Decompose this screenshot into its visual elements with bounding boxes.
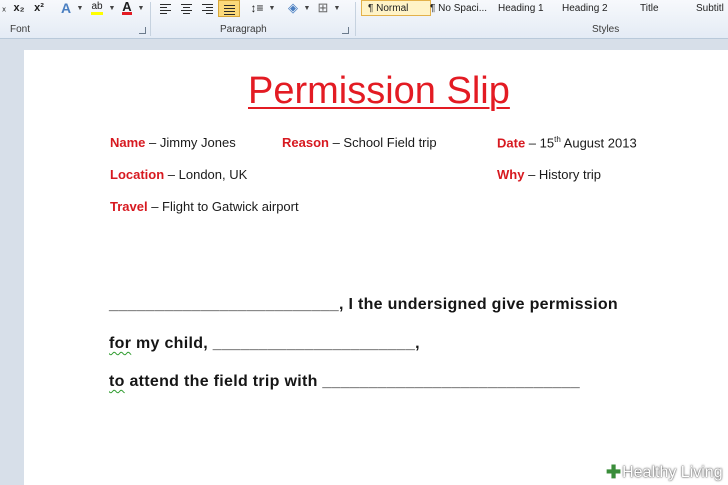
highlight-label: ab xyxy=(91,2,102,15)
group-divider xyxy=(355,2,356,36)
strikethrough-icon[interactable]: ₓ xyxy=(2,2,6,14)
field-date-value: – 15 xyxy=(525,135,555,151)
style-title[interactable]: Title xyxy=(640,2,659,14)
body-line-2-text: my child, ______________________, xyxy=(131,335,420,352)
field-name-value: – Jimmy Jones xyxy=(145,135,236,150)
field-location-label: Location xyxy=(110,167,165,182)
field-why-value: – History trip xyxy=(524,167,602,182)
paragraph-group-label: Paragraph xyxy=(220,24,267,35)
ribbon xyxy=(0,0,728,39)
field-travel-label: Travel xyxy=(110,199,148,214)
field-name xyxy=(110,135,236,150)
align-center-icon[interactable] xyxy=(178,0,194,16)
field-date-month-year: August 2013 xyxy=(560,135,637,151)
style-heading-1[interactable]: Heading 1 xyxy=(498,2,544,14)
field-location-value: – London, UK xyxy=(164,167,248,182)
watermark-logo xyxy=(606,462,723,483)
justify-icon[interactable] xyxy=(218,0,240,17)
chevron-down-icon[interactable]: ▼ xyxy=(76,4,84,12)
chevron-down-icon[interactable]: ▼ xyxy=(333,4,341,12)
field-date-ordinal: th xyxy=(554,135,561,144)
field-date-label: Date xyxy=(497,135,526,151)
shading-icon[interactable]: ◈ xyxy=(288,0,298,15)
grammar-flag-for[interactable]: for xyxy=(109,335,132,352)
field-name-label: Name xyxy=(110,135,146,150)
text-effects-icon[interactable]: A xyxy=(60,0,72,16)
style-subtitle[interactable]: Subtitl xyxy=(696,2,724,14)
field-date xyxy=(497,135,637,150)
field-reason-value: – School Field trip xyxy=(328,135,437,150)
grammar-flag-to[interactable]: to xyxy=(109,373,125,390)
document-page[interactable] xyxy=(24,50,728,485)
align-left-icon[interactable] xyxy=(157,0,173,16)
body-line-3 xyxy=(109,373,580,391)
font-color-label: A xyxy=(122,0,132,14)
watermark-text: Healthy Living xyxy=(622,463,723,481)
align-right-icon[interactable] xyxy=(199,0,215,16)
font-group-label: Font xyxy=(10,24,31,35)
field-travel xyxy=(110,199,299,214)
font-dialog-launcher-icon[interactable] xyxy=(139,27,146,34)
field-why-label: Why xyxy=(497,167,525,182)
chevron-down-icon[interactable]: ▼ xyxy=(137,4,145,12)
paragraph-dialog-launcher-icon[interactable] xyxy=(342,27,349,34)
field-why xyxy=(497,167,601,182)
subscript-icon[interactable]: x₂ xyxy=(13,2,25,14)
page-title: Permission Slip xyxy=(248,70,510,112)
body-line-1: _________________________, I the undersigned give permission xyxy=(109,296,618,313)
styles-group-label: Styles xyxy=(592,24,620,35)
field-location xyxy=(110,167,247,182)
body-line-3-text: attend the field trip with ____________________________ xyxy=(124,373,580,390)
field-reason-label: Reason xyxy=(282,135,329,150)
body-line-2 xyxy=(109,335,420,353)
field-travel-value: – Flight to Gatwick airport xyxy=(147,199,299,214)
field-reason xyxy=(282,135,437,150)
borders-icon[interactable]: ⊞ xyxy=(317,0,329,15)
style-no-spacing[interactable]: ¶ No Spaci... xyxy=(430,2,488,14)
chevron-down-icon[interactable]: ▼ xyxy=(268,4,276,12)
line-spacing-icon[interactable]: ↕≡ xyxy=(250,1,264,15)
highlight-color-icon[interactable] xyxy=(88,0,106,16)
font-color-icon[interactable] xyxy=(119,0,135,16)
chevron-down-icon[interactable]: ▼ xyxy=(108,4,116,12)
chevron-down-icon[interactable]: ▼ xyxy=(303,4,311,12)
style-normal[interactable]: ¶ Normal xyxy=(361,0,431,16)
superscript-icon[interactable]: x² xyxy=(34,2,44,14)
style-heading-2[interactable]: Heading 2 xyxy=(562,2,608,14)
health-cross-icon: ✚ xyxy=(606,462,622,482)
group-divider xyxy=(150,2,151,36)
